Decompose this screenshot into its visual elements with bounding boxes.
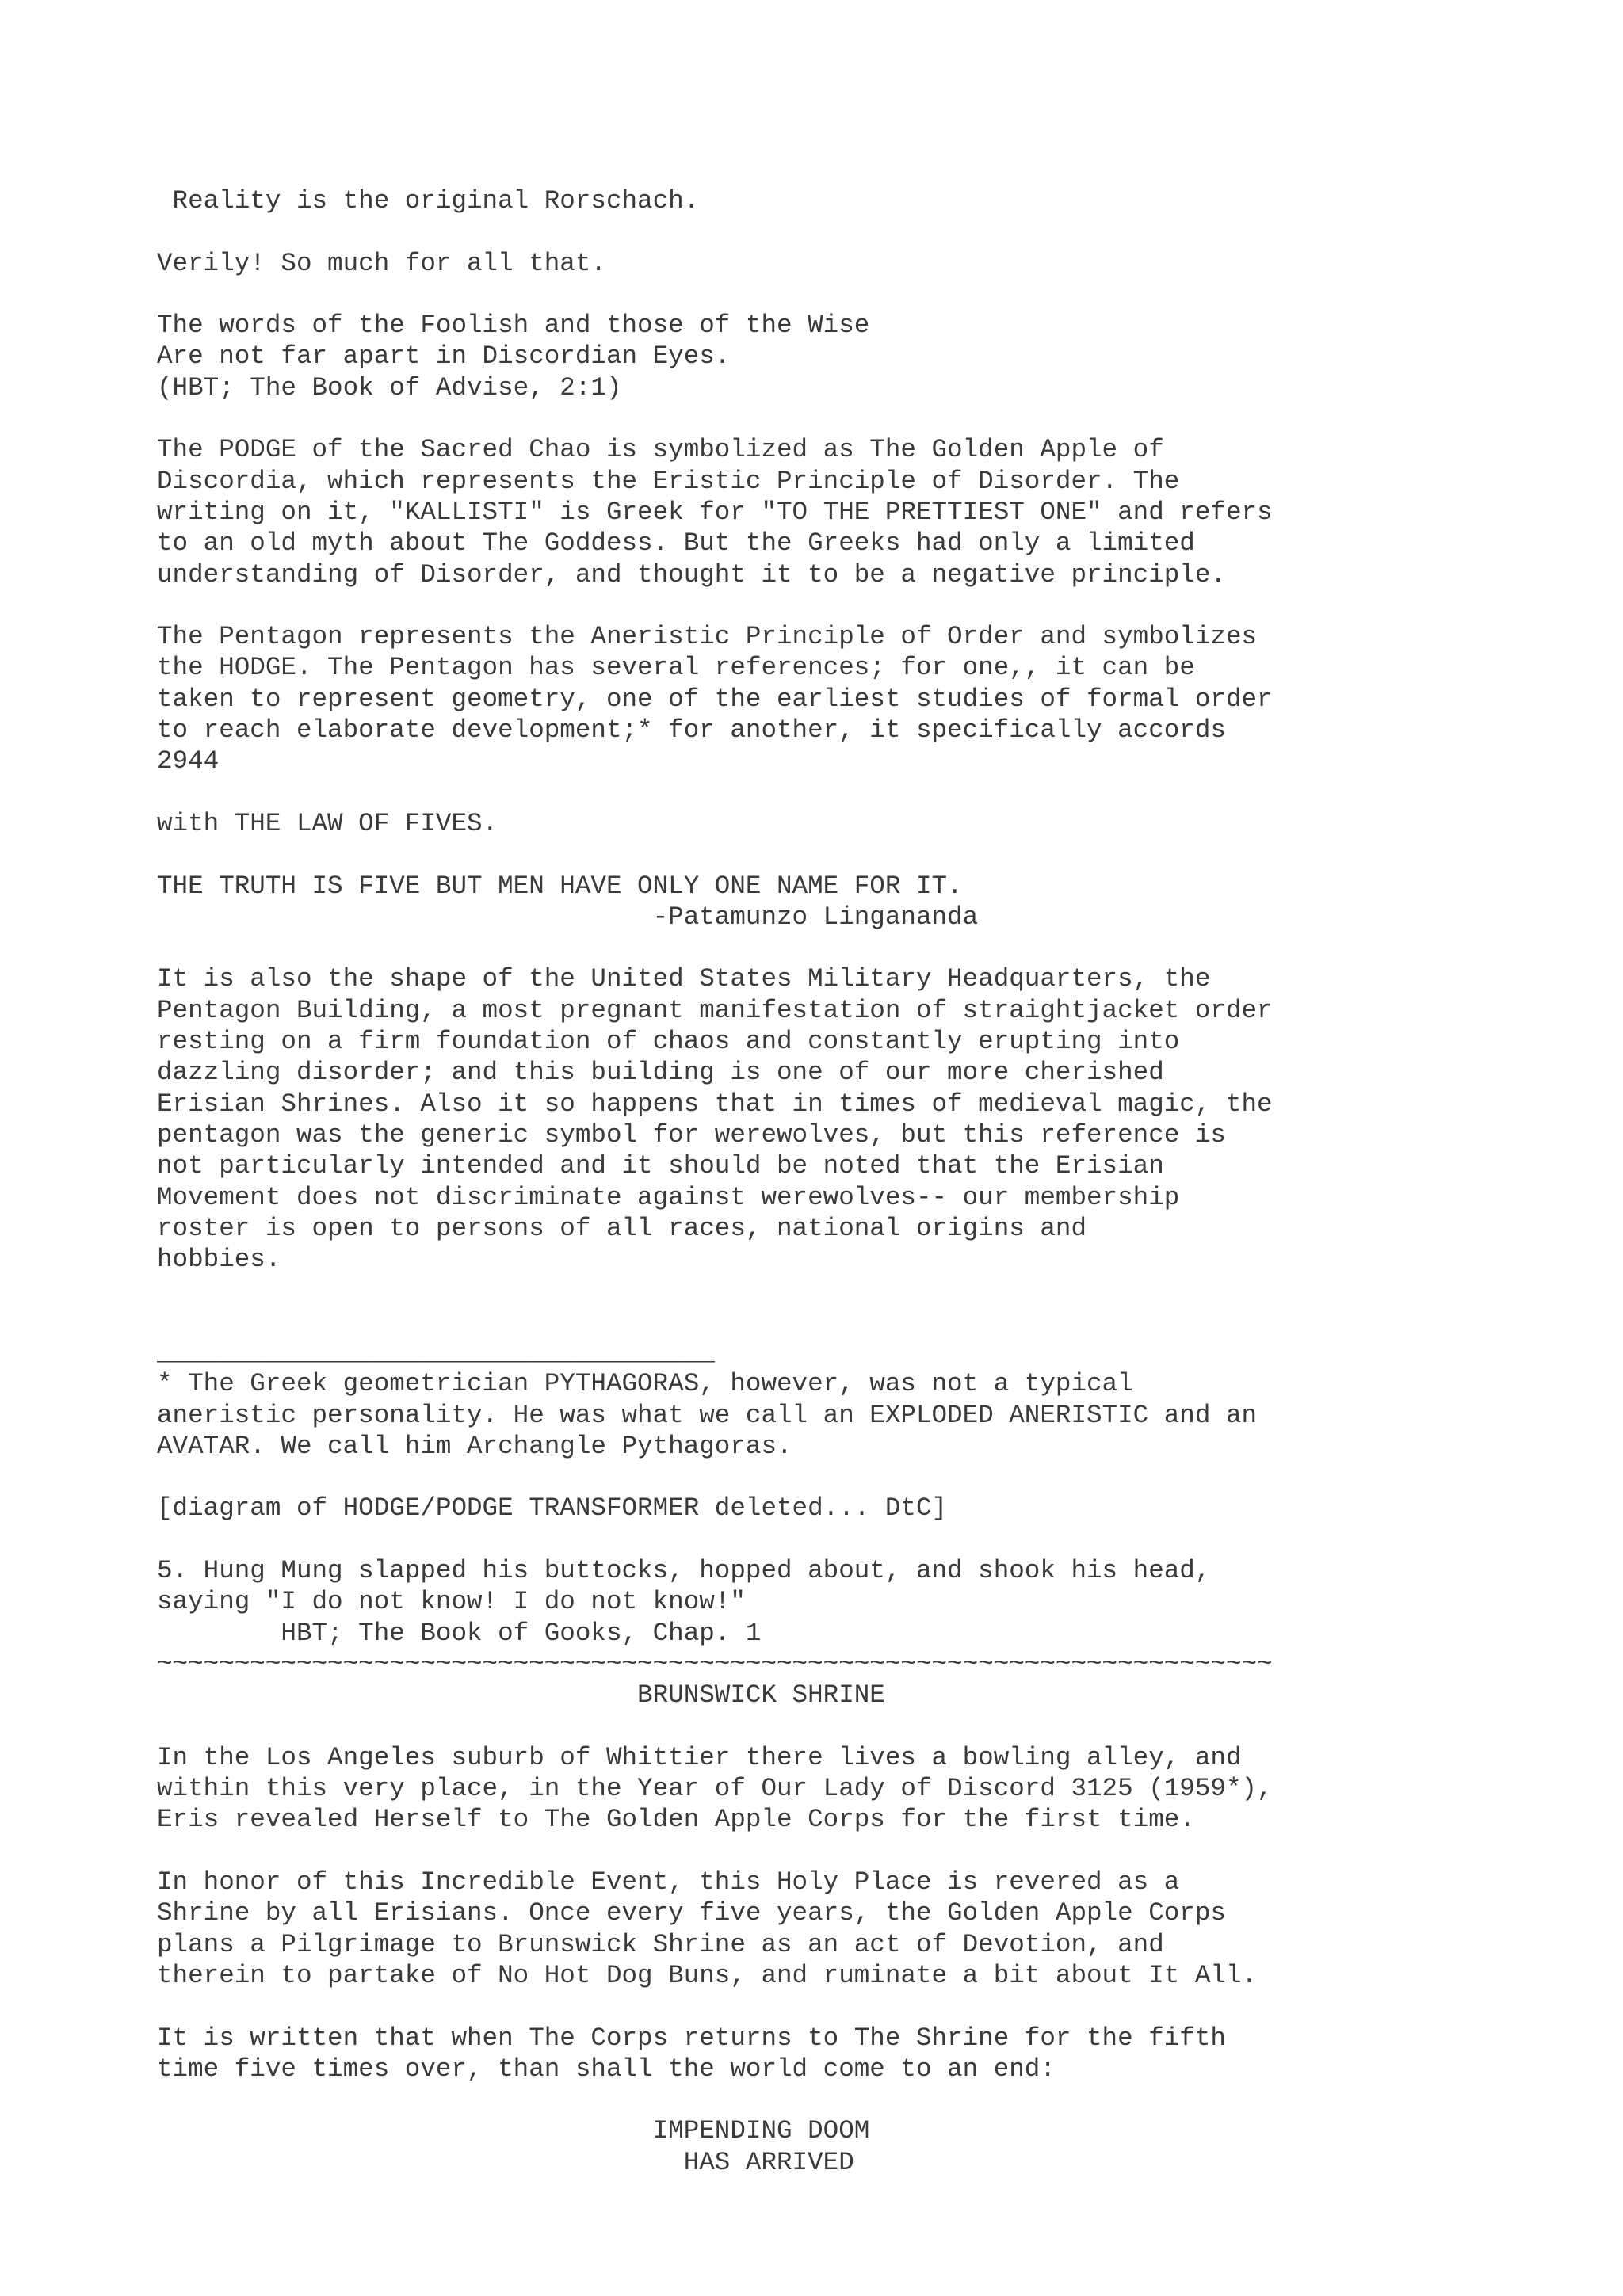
- text-line: It is also the shape of the United States Military Headquarters, the: [157, 964, 1211, 994]
- text-line: the HODGE. The Pentagon has several references; for one,, it can be: [157, 653, 1195, 683]
- text-line: -Patamunzo Lingananda: [157, 902, 979, 932]
- text-line: HBT; The Book of Gooks, Chap. 1: [157, 1618, 762, 1648]
- text-line: to an old myth about The Goddess. But the Greeks had only a limited: [157, 528, 1195, 559]
- text-line: within this very place, in the Year of Our Lady of Discord 3125 (1959*),: [157, 1774, 1273, 1804]
- blank-line: [157, 1462, 1273, 1493]
- blank-line: [157, 1306, 1273, 1337]
- text-line: pentagon was the generic symbol for werewolves, but this reference is: [157, 1119, 1226, 1150]
- text-line: The Pentagon represents the Aneristic Principle of Order and symbolizes: [157, 622, 1258, 652]
- text-line: Pentagon Building, a most pregnant manifestation of straightjacket order: [157, 995, 1273, 1025]
- text-line: with THE LAW OF FIVES.: [157, 808, 498, 838]
- text-line: In honor of this Incredible Event, this Holy Place is revered as a: [157, 1867, 1180, 1897]
- text-line: [diagram of HODGE/PODGE TRANSFORMER deleted... DtC]: [157, 1493, 948, 1524]
- text-line: Discordia, which represents the Eristic Principle of Disorder. The: [157, 466, 1180, 496]
- document-text: [157, 185, 1273, 2178]
- text-line: resting on a firm foundation of chaos and constantly erupting into: [157, 1027, 1180, 1057]
- text-line: dazzling disorder; and this building is one of our more cherished: [157, 1058, 1164, 1088]
- blank-line: [157, 279, 1273, 310]
- text-line: therein to partake of No Hot Dog Buns, and ruminate a bit about It All.: [157, 1960, 1258, 1990]
- text-line: In the Los Angeles suburb of Whittier there lives a bowling alley, and: [157, 1742, 1242, 1772]
- blank-line: [157, 403, 1273, 434]
- text-line: to reach elaborate development;* for another, it specifically accords: [157, 715, 1226, 746]
- text-line: Verily! So much for all that.: [157, 248, 606, 278]
- text-line: IMPENDING DOOM: [157, 2116, 870, 2146]
- text-line: Eris revealed Herself to The Golden Apple Corps for the first time.: [157, 1805, 1195, 1835]
- text-line: * The Greek geometrician PYTHAGORAS, however, was not a typical: [157, 1369, 1133, 1399]
- text-line: understanding of Disorder, and thought it to be a negative principle.: [157, 559, 1226, 589]
- text-line: saying "I do not know! I do not know!": [157, 1587, 746, 1617]
- text-line: time five times over, than shall the world come to an end:: [157, 2054, 1056, 2084]
- blank-line: [157, 1991, 1273, 2022]
- text-line: Reality is the original Rorschach.: [157, 186, 700, 215]
- text-line: ____________________________________: [157, 1337, 715, 1367]
- text-line: It is written that when The Corps returns to The Shrine for the fifth: [157, 2023, 1226, 2053]
- blank-line: [157, 1711, 1273, 1742]
- blank-line: [157, 933, 1273, 963]
- blank-line: [157, 2084, 1273, 2115]
- text-line: Are not far apart in Discordian Eyes.: [157, 341, 731, 372]
- text-line: Movement does not discriminate against werewolves-- our membership: [157, 1182, 1180, 1212]
- text-line: roster is open to persons of all races, national origins and: [157, 1213, 1087, 1243]
- text-line: THE TRUTH IS FIVE BUT MEN HAVE ONLY ONE NAME FOR IT.: [157, 871, 963, 901]
- text-line: (HBT; The Book of Advise, 2:1): [157, 372, 622, 402]
- blank-line: [157, 777, 1273, 808]
- text-line: The words of the Foolish and those of the Wise: [157, 311, 870, 341]
- text-line: 5. Hung Mung slapped his buttocks, hopped about, and shook his head,: [157, 1556, 1211, 1586]
- text-line: The PODGE of the Sacred Chao is symbolized as The Golden Apple of: [157, 435, 1164, 465]
- text-line: not particularly intended and it should be noted that the Erisian: [157, 1151, 1164, 1181]
- blank-line: [157, 590, 1273, 621]
- text-line: aneristic personality. He was what we call an EXPLODED ANERISTIC and an: [157, 1400, 1258, 1430]
- text-line: ~~~~~~~~~~~~~~~~~~~~~~~~~~~~~~~~~~~~~~~~~~~~~~~~~~~~~~~~~~~~~~~~~~~~~~~~: [157, 1649, 1273, 1679]
- blank-line: [157, 1275, 1273, 1306]
- text-line: taken to represent geometry, one of the earliest studies of formal order: [157, 684, 1273, 714]
- text-line: Shrine by all Erisians. Once every five years, the Golden Apple Corps: [157, 1898, 1226, 1928]
- blank-line: [157, 216, 1273, 247]
- blank-line: [157, 1524, 1273, 1555]
- text-line: AVATAR. We call him Archangle Pythagoras.: [157, 1431, 792, 1461]
- text-line: hobbies.: [157, 1245, 281, 1275]
- text-line: writing on it, "KALLISTI" is Greek for "TO THE PRETTIEST ONE" and refers: [157, 497, 1273, 527]
- text-line: BRUNSWICK SHRINE: [157, 1680, 885, 1711]
- text-line: 2944: [157, 746, 220, 776]
- blank-line: [157, 839, 1273, 870]
- text-line: plans a Pilgrimage to Brunswick Shrine as an act of Devotion, and: [157, 1929, 1164, 1959]
- text-line: Erisian Shrines. Also it so happens that in times of medieval magic, the: [157, 1089, 1273, 1119]
- text-line: HAS ARRIVED: [157, 2147, 854, 2177]
- blank-line: [157, 1836, 1273, 1867]
